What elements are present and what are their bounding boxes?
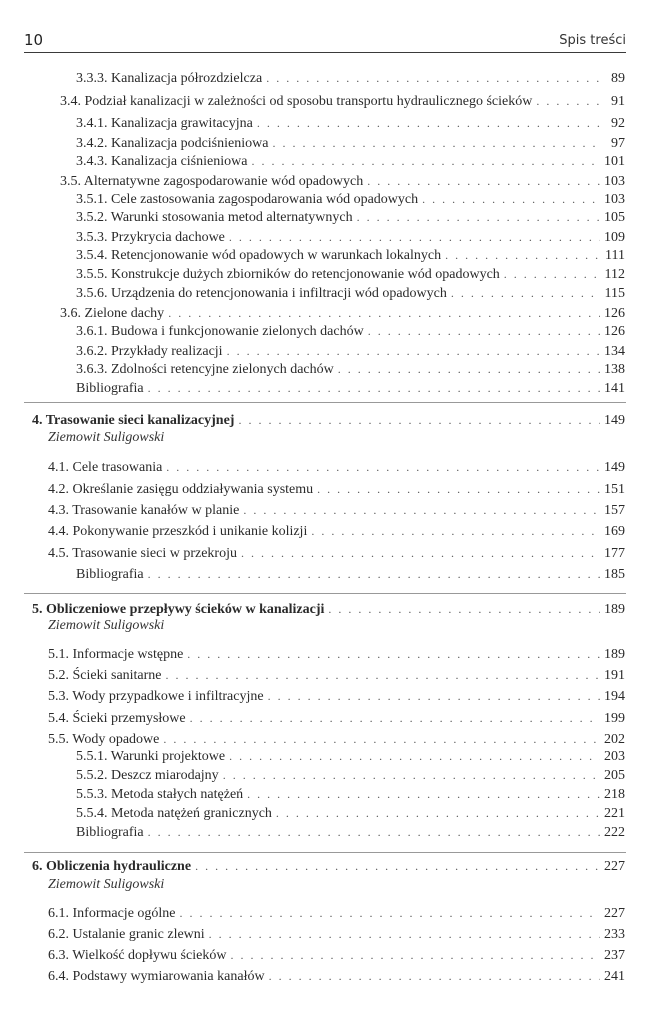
toc-entry	[48, 644, 625, 664]
toc-entry	[48, 903, 625, 923]
toc-entry-title: 3.5.2. Warunki stosowania metod alternatywnych	[76, 210, 353, 225]
leader-dots	[536, 91, 601, 111]
toc-entry-page: 227	[604, 859, 625, 874]
toc-entry-title: 3.5.3. Przykrycia dachowe	[76, 230, 225, 245]
toc-entry-page: 134	[604, 344, 625, 359]
toc-entry-page: 115	[604, 286, 625, 301]
toc-entry-page: 91	[611, 94, 625, 109]
toc-entry	[76, 341, 625, 361]
toc-entry-page: 109	[604, 230, 625, 245]
toc-chapter-entry	[32, 410, 625, 430]
toc-entry-page: 202	[604, 732, 625, 747]
leader-dots	[241, 543, 600, 563]
toc-entry	[48, 686, 625, 706]
toc-entry-title: 3.5.5. Konstrukcje dużych zbiorników do retencjonowanie wód opadowych	[76, 267, 500, 282]
toc-entry-title: 5.5.4. Metoda natężeń granicznych	[76, 806, 272, 821]
toc-entry-title: 5.2. Ścieki sanitarne	[48, 668, 162, 683]
toc-entry-page: 203	[604, 749, 625, 764]
leader-dots	[180, 903, 600, 923]
toc-entry	[76, 803, 625, 823]
toc-entry-title: 3.5.4. Retencjonowanie wód opadowych w warunkach lokalnych	[76, 248, 442, 263]
toc-entry-page: 138	[604, 362, 625, 377]
leader-dots	[238, 410, 600, 430]
toc-entry	[76, 113, 625, 133]
toc-entry-page: 157	[604, 503, 625, 518]
toc-entry	[48, 457, 625, 477]
toc-entry	[60, 171, 625, 191]
leader-dots	[268, 686, 600, 706]
toc-entry-page: 141	[604, 381, 625, 396]
running-title: Spis treści	[559, 33, 626, 48]
leader-dots	[148, 378, 600, 398]
toc-entry-title: 6.2. Ustalanie granic zlewni	[48, 927, 205, 942]
leader-dots	[166, 665, 600, 685]
toc-entry-title: 4.3. Trasowanie kanałów w planie	[48, 503, 240, 518]
toc-entry-page: 233	[604, 927, 625, 942]
toc-entry-page: 177	[604, 546, 625, 561]
section-divider	[24, 852, 626, 853]
toc-entry-page: 112	[604, 267, 625, 282]
toc-entry-page: 111	[605, 248, 625, 263]
toc-entry-title: Bibliografia	[76, 381, 144, 396]
toc-entry	[60, 303, 625, 323]
toc-entry-page: 227	[604, 906, 625, 921]
toc-entry	[76, 746, 625, 766]
toc-entry-title: 4.2. Określanie zasięgu oddziaływania systemu	[48, 482, 314, 497]
toc-entry-page: 199	[604, 711, 625, 726]
toc-entry-page: 194	[604, 689, 625, 704]
toc-entry-page: 218	[604, 787, 625, 802]
toc-entry	[76, 207, 625, 227]
leader-dots	[311, 521, 600, 541]
toc-entry	[48, 500, 625, 520]
toc-entry-title: 6.1. Informacje ogólne	[48, 906, 176, 921]
toc-entry-title: 4.1. Cele trasowania	[48, 460, 163, 475]
leader-dots	[328, 599, 600, 619]
leader-dots	[223, 765, 600, 785]
toc-entry	[76, 264, 625, 284]
toc-entry-page: 103	[604, 192, 625, 207]
toc-entry-title: 6.3. Wielkość dopływu ścieków	[48, 948, 227, 963]
leader-dots	[269, 966, 600, 986]
toc-entry-title: 5.5.1. Warunki projektowe	[76, 749, 226, 764]
leader-dots	[368, 321, 600, 341]
toc-entry-title: 3.4. Podział kanalizacji w zależności od sposobu transportu hydraulicznego ścieków	[60, 94, 533, 109]
section-divider	[24, 402, 626, 403]
toc-entry	[76, 133, 625, 153]
toc-entry	[48, 543, 625, 563]
toc-entry-title: 5. Obliczeniowe przepływy ścieków w kanalizacji	[32, 602, 325, 617]
toc-entry	[48, 708, 625, 728]
toc-entry-page: 237	[604, 948, 625, 963]
toc-entry-page: 185	[604, 567, 625, 582]
toc-entry	[48, 966, 625, 986]
toc-entry-title: 6. Obliczenia hydrauliczne	[32, 859, 192, 874]
toc-entry-title: 3.3.3. Kanalizacja półrozdzielcza	[76, 71, 263, 86]
leader-dots	[229, 227, 600, 247]
leader-dots	[190, 708, 600, 728]
chapter-author: Ziemowit Suligowski	[48, 618, 165, 633]
toc-entry-title: 4.5. Trasowanie sieci w przekroju	[48, 546, 237, 561]
toc-entry-title: Bibliografia	[76, 567, 144, 582]
leader-dots	[229, 746, 600, 766]
toc-entry-title: 3.4.3. Kanalizacja ciśnieniowa	[76, 154, 248, 169]
toc-entry-page: 241	[604, 969, 625, 984]
toc-entry-title: 5.5.3. Metoda stałych natężeń	[76, 787, 244, 802]
toc-entry-page: 149	[604, 460, 625, 475]
toc-entry-title: 5.5. Wody opadowe	[48, 732, 160, 747]
toc-entry-page: 191	[604, 668, 625, 683]
leader-dots	[227, 341, 600, 361]
toc-entry-page: 126	[604, 324, 625, 339]
toc-entry-page: 149	[604, 413, 625, 428]
toc-entry-title: 3.5.1. Cele zastosowania zagospodarowania wód opadowych	[76, 192, 419, 207]
toc-entry-page: 89	[611, 71, 625, 86]
leader-dots	[251, 151, 600, 171]
toc-entry	[76, 283, 625, 303]
toc-entry	[60, 91, 625, 111]
toc-entry-page: 101	[604, 154, 625, 169]
leader-dots	[187, 644, 600, 664]
toc-entry-title: 5.3. Wody przypadkowe i infiltracyjne	[48, 689, 264, 704]
toc-entry	[76, 189, 625, 209]
leader-dots	[148, 822, 600, 842]
toc-entry	[48, 665, 625, 685]
toc-entry	[76, 68, 625, 88]
leader-dots	[148, 564, 600, 584]
toc-entry-page: 169	[604, 524, 625, 539]
leader-dots	[168, 303, 600, 323]
toc-entry-page: 103	[604, 174, 625, 189]
toc-entry-title: 4.4. Pokonywanie przeszkód i unikanie kolizji	[48, 524, 308, 539]
toc-chapter-entry	[32, 599, 625, 619]
toc-entry-title: 4. Trasowanie sieci kanalizacyjnej	[32, 413, 235, 428]
toc-entry-title: 5.4. Ścieki przemysłowe	[48, 711, 186, 726]
toc-entry-page: 189	[604, 602, 625, 617]
toc-entry-page: 222	[604, 825, 625, 840]
toc-entry-title: 3.6.3. Zdolności retencyjne zielonych dachów	[76, 362, 334, 377]
toc-entry-title: 5.1. Informacje wstępne	[48, 647, 184, 662]
toc-entry	[76, 321, 625, 341]
leader-dots	[209, 924, 600, 944]
toc-entry-page: 92	[611, 116, 625, 131]
toc-entry-title: 3.4.2. Kanalizacja podciśnieniowa	[76, 136, 269, 151]
toc-entry-page: 189	[604, 647, 625, 662]
toc-entry-page: 126	[604, 306, 625, 321]
chapter-author: Ziemowit Suligowski	[48, 430, 165, 445]
toc-entry	[76, 822, 625, 842]
leader-dots	[276, 803, 600, 823]
toc-entry-page: 97	[611, 136, 625, 151]
leader-dots	[422, 189, 600, 209]
toc-entry	[76, 151, 625, 171]
leader-dots	[195, 856, 600, 876]
toc-entry	[76, 245, 625, 265]
toc-entry-page: 151	[604, 482, 625, 497]
toc-entry-title: 6.4. Podstawy wymiarowania kanałów	[48, 969, 265, 984]
leader-dots	[243, 500, 600, 520]
toc-entry-title: 5.5.2. Deszcz miarodajny	[76, 768, 219, 783]
leader-dots	[272, 133, 601, 153]
leader-dots	[230, 945, 600, 965]
toc-chapter-entry	[32, 856, 625, 876]
toc-entry-title: 3.6.1. Budowa i funkcjonowanie zielonych dachów	[76, 324, 364, 339]
toc-entry	[76, 765, 625, 785]
toc-entry	[48, 924, 625, 944]
chapter-author: Ziemowit Suligowski	[48, 877, 165, 892]
leader-dots	[338, 359, 600, 379]
toc-entry-title: 3.5. Alternatywne zagospodarowanie wód opadowych	[60, 174, 364, 189]
toc-entry	[48, 945, 625, 965]
toc-entry	[76, 359, 625, 379]
toc-entry	[76, 784, 625, 804]
toc-entry	[48, 479, 625, 499]
section-divider	[24, 593, 626, 594]
toc-entry	[76, 227, 625, 247]
toc-entry	[76, 564, 625, 584]
page-number: 10	[24, 31, 44, 49]
toc-entry	[48, 521, 625, 541]
leader-dots	[257, 113, 601, 133]
leader-dots	[357, 207, 600, 227]
leader-dots	[166, 457, 600, 477]
toc-entry-title: 3.4.1. Kanalizacja grawitacyjna	[76, 116, 253, 131]
page-header	[24, 30, 626, 53]
toc-entry	[76, 378, 625, 398]
leader-dots	[451, 283, 601, 303]
toc-entry-page: 205	[604, 768, 625, 783]
toc-entry-page: 105	[604, 210, 625, 225]
leader-dots	[247, 784, 600, 804]
toc-entry-page: 221	[604, 806, 625, 821]
toc-entry-title: 3.6. Zielone dachy	[60, 306, 165, 321]
toc-entry-title: Bibliografia	[76, 825, 144, 840]
leader-dots	[445, 245, 601, 265]
toc-entry-title: 3.6.2. Przykłady realizacji	[76, 344, 223, 359]
toc-entry-title: 3.5.6. Urządzenia do retencjonowania i infiltracji wód opadowych	[76, 286, 447, 301]
leader-dots	[317, 479, 600, 499]
leader-dots	[504, 264, 601, 284]
leader-dots	[367, 171, 600, 191]
leader-dots	[266, 68, 601, 88]
